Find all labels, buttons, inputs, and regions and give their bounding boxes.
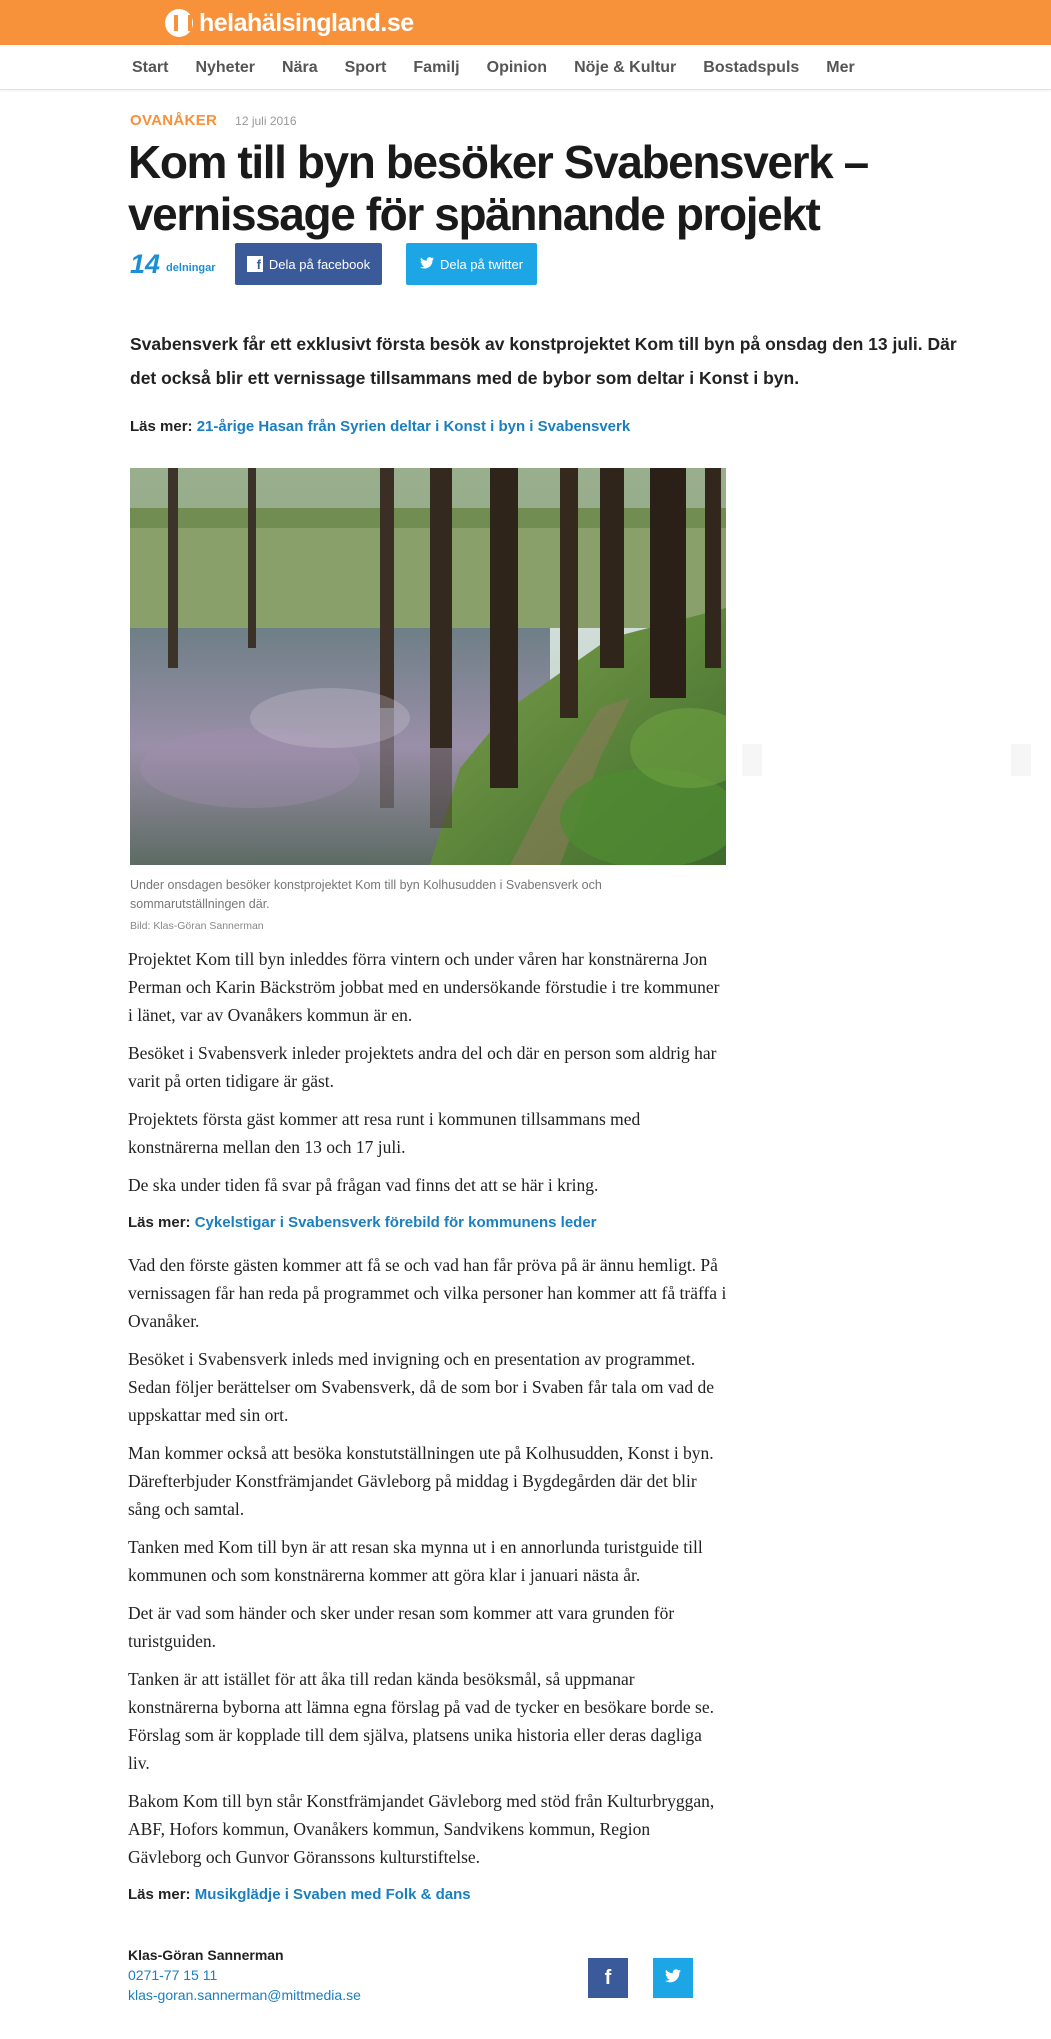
nav-item-sport[interactable]: Sport — [344, 58, 387, 76]
share-count: 14 — [130, 248, 161, 279]
author-twitter-button[interactable] — [653, 1958, 693, 1998]
readmore-link-3[interactable]: Musikglädje i Svaben med Folk & dans — [194, 1886, 471, 1903]
twitter-icon — [420, 257, 434, 272]
body-paragraph: Besöket i Svabensverk inleds med invigning och en presentation av programmet. Sedan följer berättelser om Svabensverk, då de som bor i Svaben får tala om vad de uppskattar med sin ort. — [128, 1349, 715, 1425]
nav-item-familj[interactable]: Familj — [413, 58, 460, 76]
readmore-3 — [128, 1881, 728, 1909]
article-body — [128, 945, 728, 1923]
top-bar — [0, 0, 1051, 45]
nav-item-bostadspuls[interactable]: Bostadspuls — [703, 58, 800, 76]
share-facebook-button[interactable] — [235, 243, 382, 285]
share-bar — [130, 243, 524, 285]
article-photo[interactable] — [130, 468, 726, 865]
nav-item-noje-kultur[interactable]: Nöje & Kultur — [574, 58, 677, 76]
author-email[interactable]: klas-goran.sannerman@mittmedia.se — [128, 1987, 361, 2003]
body-paragraph: Tanken med Kom till byn är att resan ska mynna ut i en annorlunda turistguide till kommunen och som konstnärerna kommer att göra klar i januari nästa år. — [128, 1537, 703, 1585]
readmore-2 — [128, 1209, 728, 1237]
body-paragraph: Projektet Kom till byn inleddes förra vintern och under våren har konstnärerna Jon Perman och Karin Bäckström jobbat med en undersökande förstudie i tre kommuner i länet, var av Ovanåkers kommun är en. — [128, 949, 720, 1025]
readmore-1 — [130, 418, 630, 435]
readmore-label: Läs mer: — [128, 1886, 191, 1903]
body-paragraph: Man kommer också att besöka konstutställningen ute på Kolhusudden, Konst i byn. Därefterbjuder Konstfrämjandet Gävleborg på middag i Bygdegården där det blir sång och samtal. — [128, 1443, 714, 1519]
readmore-label: Läs mer: — [130, 418, 193, 435]
twitter-icon — [665, 1969, 681, 1988]
body-paragraph: De ska under tiden få svar på frågan vad finns det att se här i kring. — [128, 1175, 599, 1195]
article-lead: Svabensverk får ett exklusivt första besök av konstprojektet Kom till byn på onsdag den 13 juli. Där det också blir ett vernissage tillsammans med de bybor som deltar i Konst i byn. — [130, 334, 957, 388]
nav-item-mer[interactable]: Mer — [826, 58, 855, 76]
share-facebook-label: Dela på facebook — [268, 256, 371, 272]
placeholder-block — [742, 744, 762, 776]
body-paragraph: Projektets första gäst kommer att resa runt i kommunen tillsammans med konstnärerna mellan den 13 och 17 juli. — [128, 1109, 641, 1157]
facebook-icon: f — [247, 256, 263, 272]
article-meta — [130, 112, 297, 129]
article-title: Kom till byn besöker Svabensverk – vernissage för spännande projekt — [128, 136, 868, 240]
readmore-link-2[interactable]: Cykelstigar i Svabensverk förebild för kommunens leder — [194, 1214, 597, 1231]
logo-h-icon — [165, 9, 193, 37]
body-paragraph: Vad den förste gästen kommer att få se och vad han får pröva på är ännu hemligt. På vernissagen får han reda på programmet och vilka personer han kommer att få träffa i Ovanåker. — [128, 1255, 727, 1331]
author-name: Klas-Göran Sannerman — [128, 1947, 284, 1963]
photo-caption: Under onsdagen besöker konstprojektet Kom till byn Kolhusudden i Svabensverk och sommarutställningen där. — [130, 878, 602, 911]
site-logo[interactable] — [165, 6, 414, 40]
placeholder-block — [1011, 744, 1031, 776]
share-twitter-label: Dela på twitter — [439, 256, 524, 272]
share-count-label: delningar — [166, 262, 216, 274]
publish-date: 12 juli 2016 — [235, 114, 297, 128]
nav-item-nyheter[interactable]: Nyheter — [195, 58, 256, 76]
body-paragraph: Tanken är att istället för att åka till redan kända besöksmål, så uppmanar konstnärerna byborna att lämna egna förslag på vad de tycker en besökare borde se. Förslag som är kopplade till dem själva, platsens unika historia eller deras dagliga liv. — [128, 1669, 715, 1773]
main-nav — [0, 45, 1051, 90]
author-block — [128, 1945, 361, 2005]
section-label[interactable]: OVANÅKER — [130, 112, 218, 129]
logo-text: helahälsingland.se — [199, 8, 414, 37]
nav-item-nara[interactable]: Nära — [282, 58, 318, 76]
nav-item-opinion[interactable]: Opinion — [486, 58, 548, 76]
body-paragraph: Det är vad som händer och sker under resan som kommer att vara grunden för turistguiden. — [128, 1603, 675, 1651]
photo-credit: Bild: Klas-Göran Sannerman — [130, 920, 264, 932]
body-paragraph: Bakom Kom till byn står Konstfrämjandet Gävleborg med stöd från Kulturbryggan, ABF, Hofors kommun, Ovanåkers kommun, Sandvikens kommun, Region Gävleborg och Gunvor Göranssons kulturstiftelse. — [128, 1791, 715, 1867]
readmore-label: Läs mer: — [128, 1214, 191, 1231]
author-facebook-button[interactable] — [588, 1958, 628, 1998]
author-phone[interactable]: 0271-77 15 11 — [128, 1967, 218, 1983]
nav-item-start[interactable]: Start — [132, 58, 169, 76]
facebook-icon: f — [604, 1966, 612, 1989]
body-paragraph: Besöket i Svabensverk inleder projektets andra del och där en person som aldrig har varit på orten tidigare är gäst. — [128, 1043, 717, 1091]
share-twitter-button[interactable] — [406, 243, 537, 285]
readmore-link-1[interactable]: 21-årige Hasan från Syrien deltar i Konst i byn i Svabensverk — [196, 418, 631, 435]
